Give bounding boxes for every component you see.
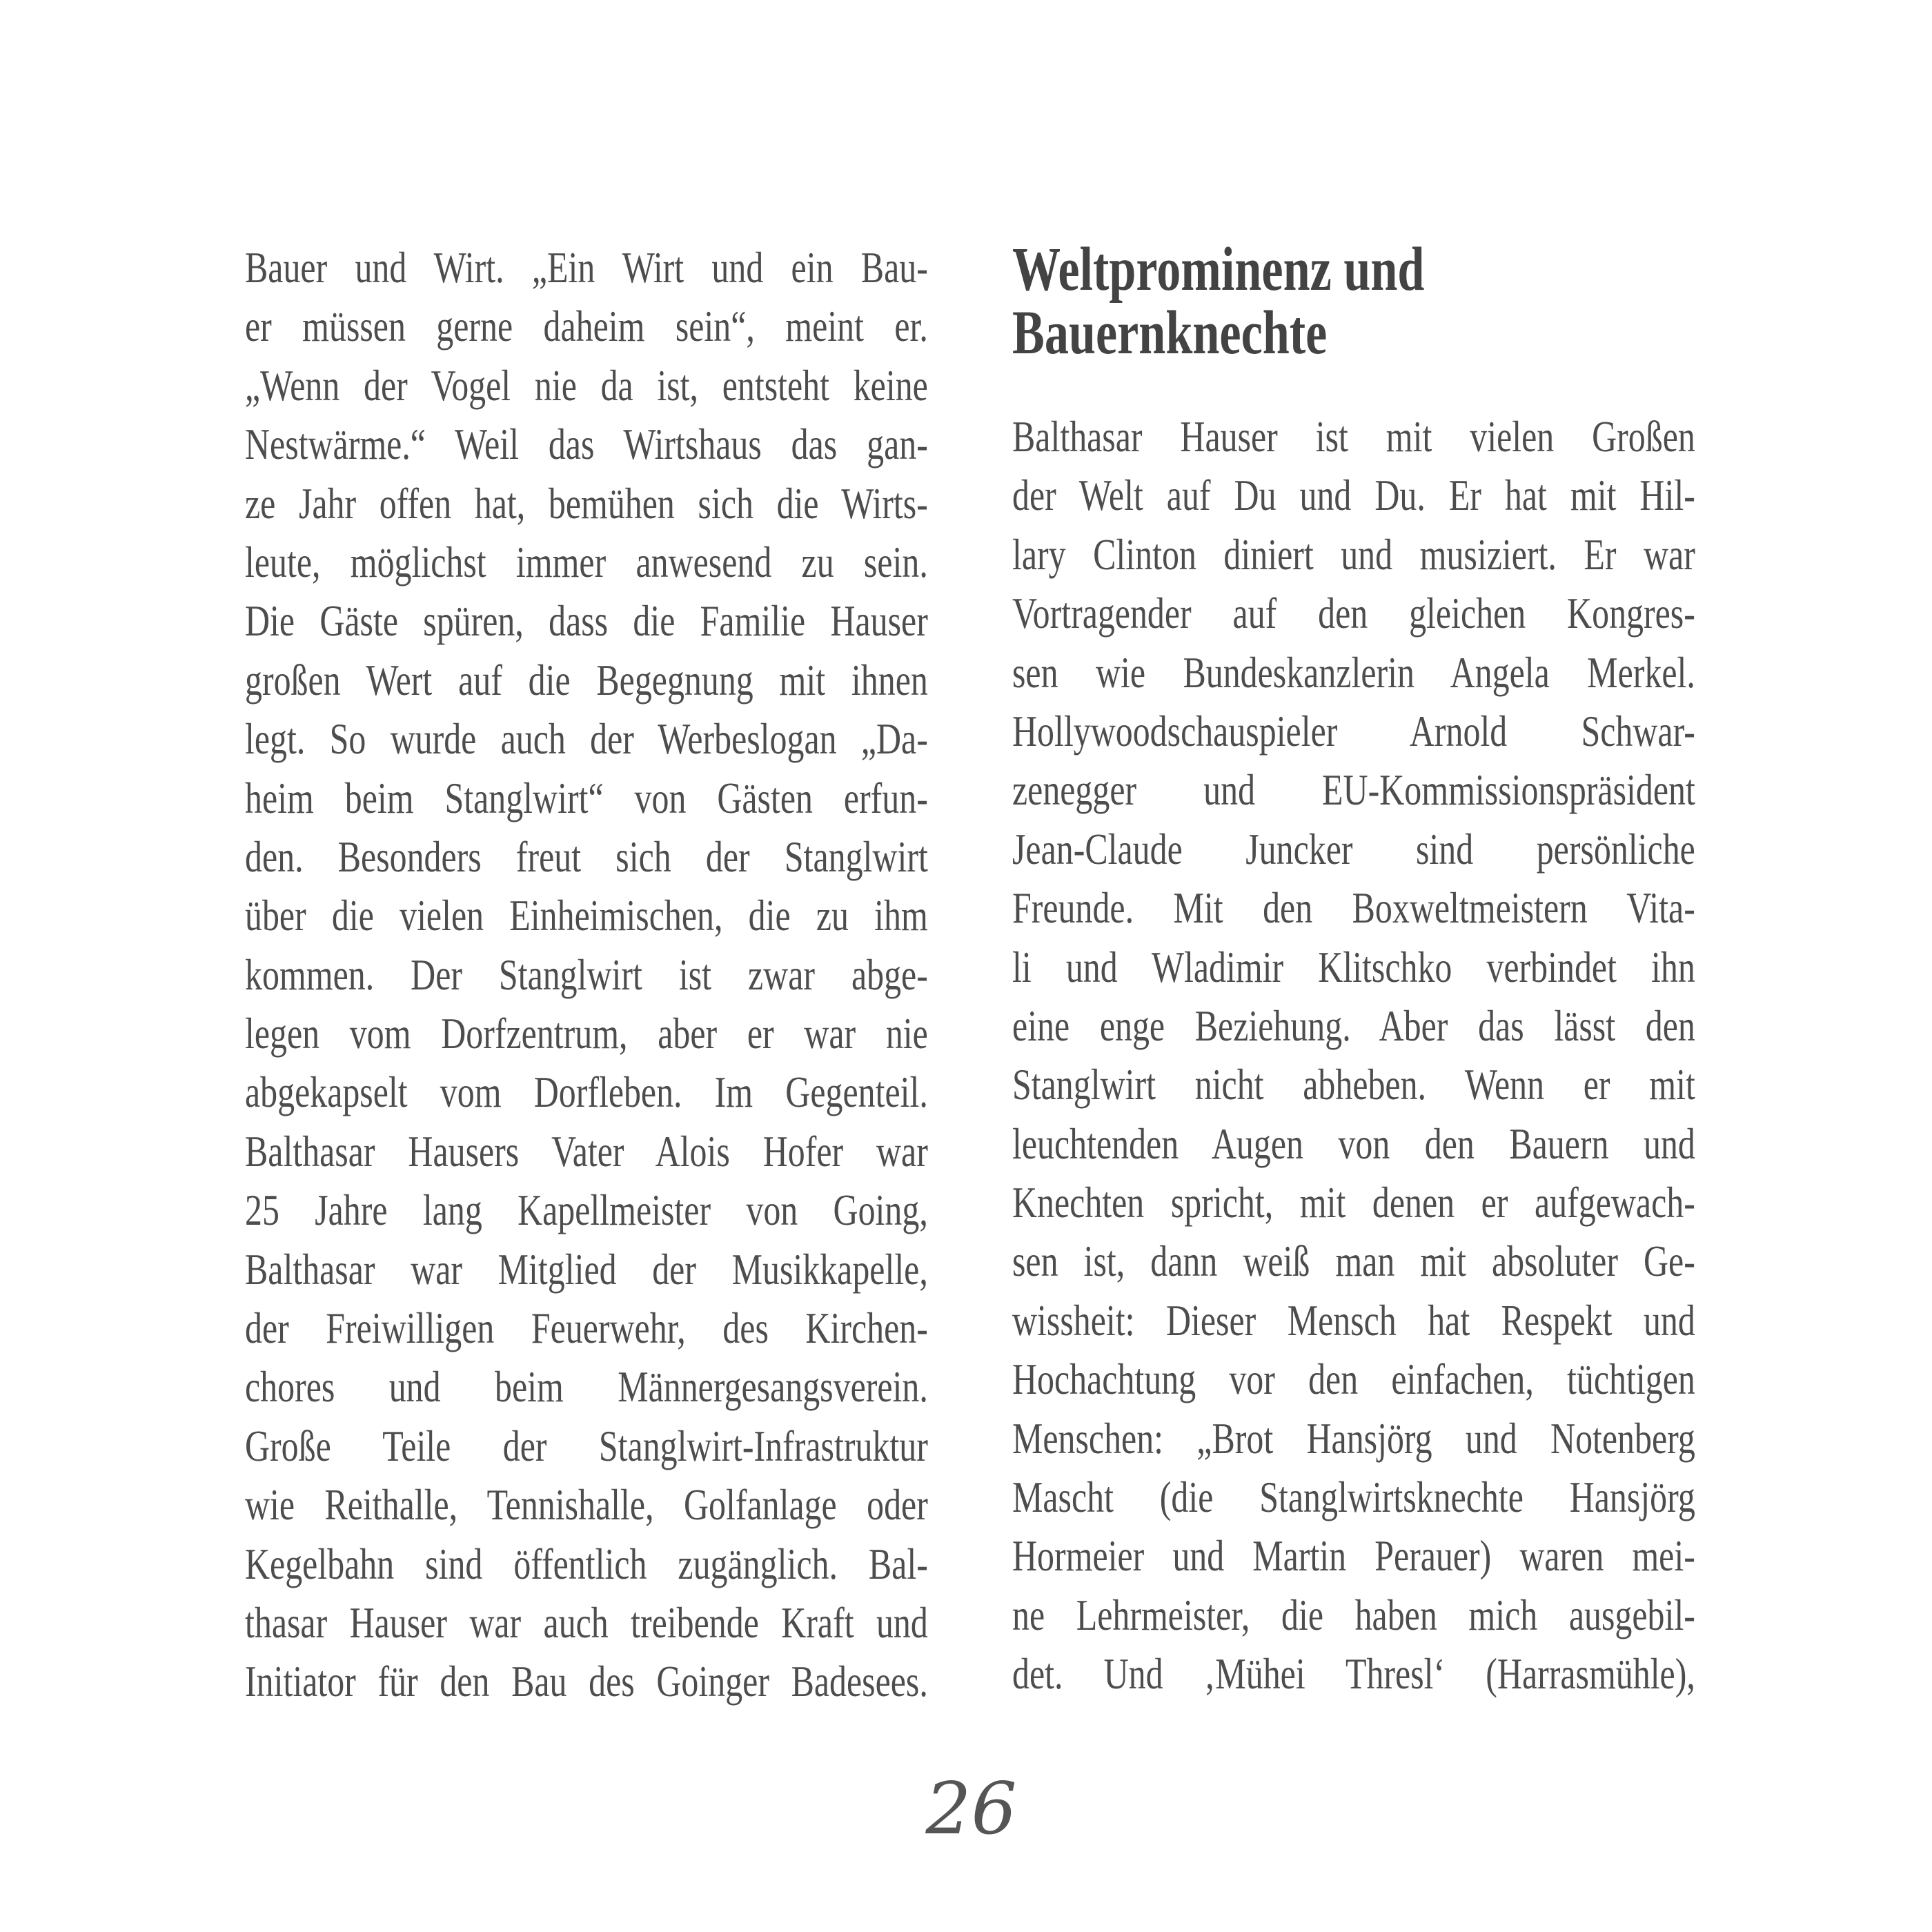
- text-line: leute, möglichst immer anwesend zu sein.: [245, 537, 928, 586]
- text-line: Balthasar Hausers Vater Alois Hofer war: [245, 1126, 928, 1176]
- text-line: Balthasar Hauser ist mit vielen Großen: [1012, 412, 1695, 461]
- right-text-column: [1012, 235, 1695, 1704]
- text-line: Menschen: „Brot Hansjörg und Notenberg: [1012, 1413, 1695, 1463]
- text-line: Vortragender auf den gleichen Kongres-: [1012, 589, 1695, 638]
- text-line: großen Wert auf die Begegnung mit ihnen: [245, 655, 928, 704]
- text-line: Kegelbahn sind öffentlich zugänglich. Bal-: [245, 1539, 928, 1588]
- right-column-content: [1012, 235, 1695, 1704]
- text-line: der Welt auf Du und Du. Er hat mit Hil-: [1012, 471, 1695, 520]
- text-line: sen wie Bundeskanzlerin Angela Merkel.: [1012, 647, 1695, 697]
- text-line: heim beim Stanglwirt“ von Gästen erfun-: [245, 773, 928, 822]
- text-line: ze Jahr offen hat, bemühen sich die Wirts-: [245, 478, 928, 528]
- text-line: „Wenn der Vogel nie da ist, entsteht keine: [245, 360, 928, 410]
- heading-line-2: Bauernknechte: [1012, 299, 1328, 367]
- text-line: über die vielen Einheimischen, die zu ihm: [245, 891, 928, 940]
- text-line: sen ist, dann weiß man mit absoluter Ge-: [1012, 1236, 1695, 1286]
- text-line: li und Wladimir Klitschko verbindet ihn: [1012, 942, 1695, 992]
- section-heading: [1012, 235, 1695, 367]
- text-line: eine enge Beziehung. Aber das lässt den: [1012, 1000, 1695, 1050]
- text-line: abgekapselt vom Dorfleben. Im Gegenteil.: [245, 1067, 928, 1117]
- text-line: leuchtenden Augen von den Bauern und: [1012, 1118, 1695, 1168]
- text-line: Knechten spricht, mit denen er aufgewach-: [1012, 1178, 1695, 1228]
- text-line: wissheit: Dieser Mensch hat Respekt und: [1012, 1295, 1695, 1345]
- text-line: Freunde. Mit den Boxweltmeistern Vita-: [1012, 883, 1695, 933]
- text-line: Nestwärme.“ Weil das Wirtshaus das gan-: [245, 420, 928, 469]
- text-line: der Freiwilligen Feuerwehr, des Kirchen-: [245, 1303, 928, 1353]
- text-line: wie Reithalle, Tennishalle, Golfanlage oder: [245, 1480, 928, 1530]
- text-line: Mascht (die Stanglwirtsknechte Hansjörg: [1012, 1472, 1695, 1522]
- text-line: Hochachtung vor den einfachen, tüchtigen: [1012, 1354, 1695, 1404]
- text-line: Hormeier und Martin Perauer) waren mei-: [1012, 1531, 1695, 1581]
- right-column-lines: [1012, 407, 1695, 1704]
- text-line: Große Teile der Stanglwirt-Infrastruktur: [245, 1421, 928, 1470]
- text-line: zenegger und EU-Kommissionspräsident: [1012, 765, 1695, 815]
- text-line: er müssen gerne daheim sein“, meint er.: [245, 302, 928, 351]
- text-line: lary Clinton diniert und musiziert. Er war: [1012, 529, 1695, 579]
- left-text-column: [245, 238, 928, 1711]
- text-line: Jean-Claude Juncker sind persönliche: [1012, 824, 1695, 874]
- text-line: 25 Jahre lang Kapellmeister von Going,: [245, 1185, 928, 1235]
- text-line: kommen. Der Stanglwirt ist zwar abge-: [245, 949, 928, 999]
- text-line: legen vom Dorfzentrum, aber er war nie: [245, 1009, 928, 1058]
- text-line: Initiator für den Bau des Goinger Badesees.: [245, 1657, 928, 1706]
- text-line: thasar Hauser war auch treibende Kraft und: [245, 1597, 928, 1647]
- left-column-lines: [245, 238, 928, 1711]
- text-line: Die Gäste spüren, dass die Familie Hauser: [245, 596, 928, 646]
- heading-line-1: Weltprominenz und: [1012, 235, 1425, 304]
- text-line: Bauer und Wirt. „Ein Wirt und ein Bau-: [245, 243, 928, 292]
- text-line: chores und beim Männergesangsverein.: [245, 1362, 928, 1412]
- page-number: 26: [925, 1766, 1017, 1851]
- text-line: den. Besonders freut sich der Stanglwirt: [245, 831, 928, 881]
- text-line: legt. So wurde auch der Werbeslogan „Da-: [245, 714, 928, 764]
- text-line: Balthasar war Mitglied der Musikkapelle,: [245, 1244, 928, 1294]
- text-line: Hollywoodschauspieler Arnold Schwar-: [1012, 706, 1695, 756]
- text-line: ne Lehrmeister, die haben mich ausgebil-: [1012, 1590, 1695, 1639]
- text-line: Stanglwirt nicht abheben. Wenn er mit: [1012, 1060, 1695, 1110]
- text-line: det. Und ‚Mühei Thresl‘ (Harrasmühle),: [1012, 1649, 1695, 1699]
